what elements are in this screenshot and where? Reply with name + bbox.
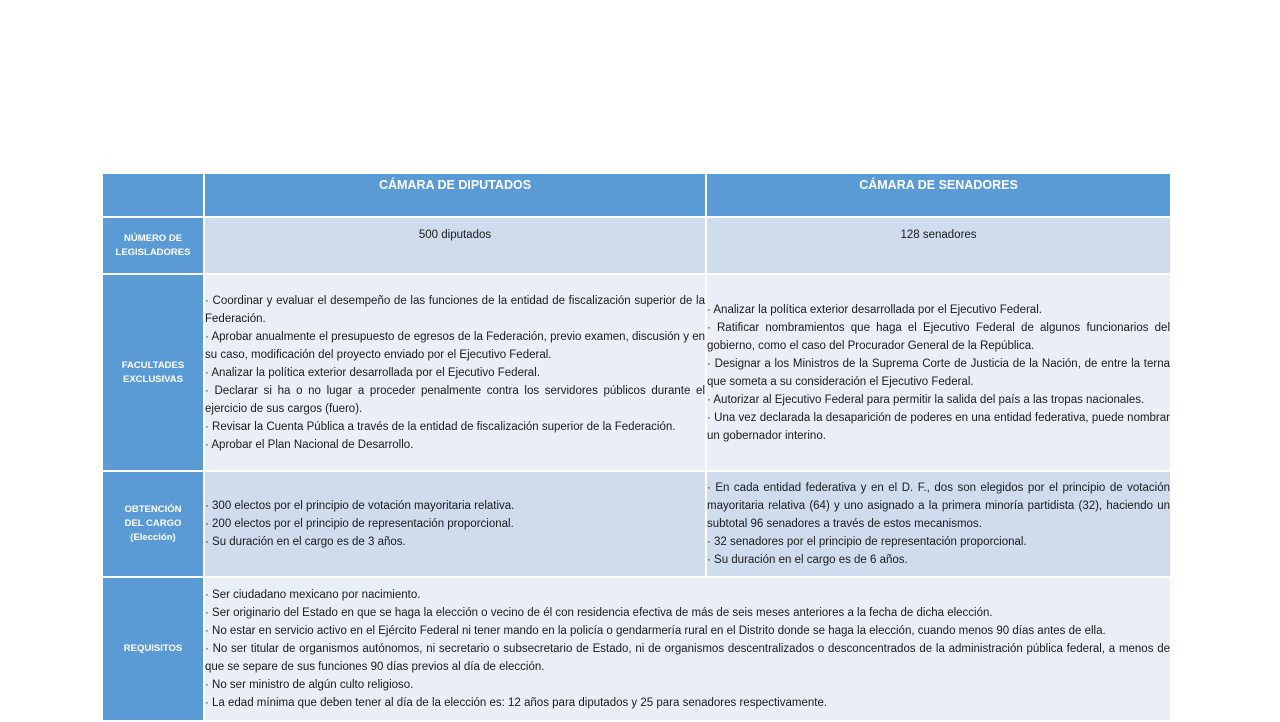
cell-obtencion-diputados: [204, 471, 706, 577]
cell-numero-senadores: 128 senadores: [706, 217, 1171, 274]
row-facultades: [102, 274, 1171, 471]
list-item: · Su duración en el cargo es de 6 años.: [707, 554, 908, 566]
list-item: · La edad mínima que deben tener al día de la elección es: 12 años para diputados y 25 para senadores respectivamente.: [205, 697, 828, 709]
row-label-facultades: FACULTADES EXCLUSIVAS: [102, 274, 204, 471]
cell-facultades-senadores: [706, 274, 1171, 471]
list-item: · Declarar si ha o no lugar a proceder penalmente contra los servidores públicos durante el ejercicio de sus cargos (fuero).: [205, 384, 705, 415]
list-item: · Ratificar nombramientos que haga el Ejecutivo Federal de algunos funcionarios del gobierno, como el caso del Procurador General de la República.: [707, 321, 1170, 352]
list-item: · Aprobar el Plan Nacional de Desarrollo.: [205, 438, 414, 451]
list-item: · No estar en servicio activo en el Ejército Federal ni tener mando en la policía o gendarmería rural en el Distrito donde se haga la elección, cuando menos 90 días antes de ella.: [205, 625, 1106, 637]
row-label-obtencion: [102, 471, 204, 577]
list-item: · No ser ministro de algún culto religioso.: [205, 679, 414, 691]
list-item: · Su duración en el cargo es de 3 años.: [205, 536, 406, 548]
cell-numero-diputados: 500 diputados: [204, 217, 706, 274]
row-numero-legisladores: [102, 217, 1171, 274]
list-item: · Analizar la política exterior desarrollada por el Ejecutivo Federal.: [205, 366, 540, 379]
cell-requisitos: [204, 577, 1171, 721]
row-label-numero: NÚMERO DE LEGISLADORES: [102, 217, 204, 274]
row-label-line: OBTENCIÓN: [124, 504, 182, 515]
list-item: · 32 senadores por el principio de representación proporcional.: [707, 536, 1027, 548]
row-label-line: DEL CARGO: [124, 518, 182, 529]
list-item: · Autorizar al Ejecutivo Federal para permitir la salida del país a las tropas nacionales.: [707, 393, 1145, 406]
row-requisitos: [102, 577, 1171, 721]
list-item: · Coordinar y evaluar el desempeño de las funciones de la entidad de fiscalización superior de la Federación.: [205, 294, 705, 325]
list-item: · Aprobar anualmente el presupuesto de egresos de la Federación, previo examen, discusión y en su caso, modificación del proyecto enviado por el Ejecutivo Federal.: [205, 330, 705, 361]
col-header-senadores: CÁMARA DE SENADORES: [706, 173, 1171, 217]
corner-cell: [102, 173, 204, 217]
row-label-line: (Elección): [130, 532, 176, 543]
list-item: · Ser originario del Estado en que se haga la elección o vecino de él con residencia efectiva de más de seis meses anteriores a la fecha de dicha elección.: [205, 607, 993, 619]
list-item: · Revisar la Cuenta Pública a través de la entidad de fiscalización superior de la Federación.: [205, 420, 676, 433]
row-label-requisitos: REQUISITOS: [102, 577, 204, 721]
list-item: · Ser ciudadano mexicano por nacimiento.: [205, 589, 421, 601]
header-row: [102, 173, 1171, 217]
list-item: · En cada entidad federativa y en el D. F., dos son elegidos por el principio de votación mayoritaria relativa (64) y uno asignado a la primera minoría partidista (32), haciendo un subtotal 96 senadores a través de estos mecanismos.: [707, 482, 1170, 530]
list-item: · 200 electos por el principio de representación proporcional.: [205, 518, 514, 530]
list-item: · Una vez declarada la desaparición de poderes en una entidad federativa, puede nombrar un gobernador interino.: [707, 411, 1170, 442]
cell-obtencion-senadores: [706, 471, 1171, 577]
list-item: · 300 electos por el principio de votación mayoritaria relativa.: [205, 500, 515, 512]
col-header-diputados: CÁMARA DE DIPUTADOS: [204, 173, 706, 217]
cell-facultades-diputados: [204, 274, 706, 471]
list-item: · Designar a los Ministros de la Suprema Corte de Justicia de la Nación, de entre la terna que someta a su consideración el Ejecutivo Federal.: [707, 357, 1170, 388]
row-obtencion-cargo: [102, 471, 1171, 577]
list-item: · No ser titular de organismos autónomos, ni secretario o subsecretario de Estado, ni de organismos descentralizados o desconcentrados de la administración pública federal, a menos de que se separe de sus funciones 90 días previos al día de elección.: [205, 643, 1170, 673]
comparison-table: [101, 172, 1172, 722]
list-item: · Analizar la política exterior desarrollada por el Ejecutivo Federal.: [707, 303, 1042, 316]
